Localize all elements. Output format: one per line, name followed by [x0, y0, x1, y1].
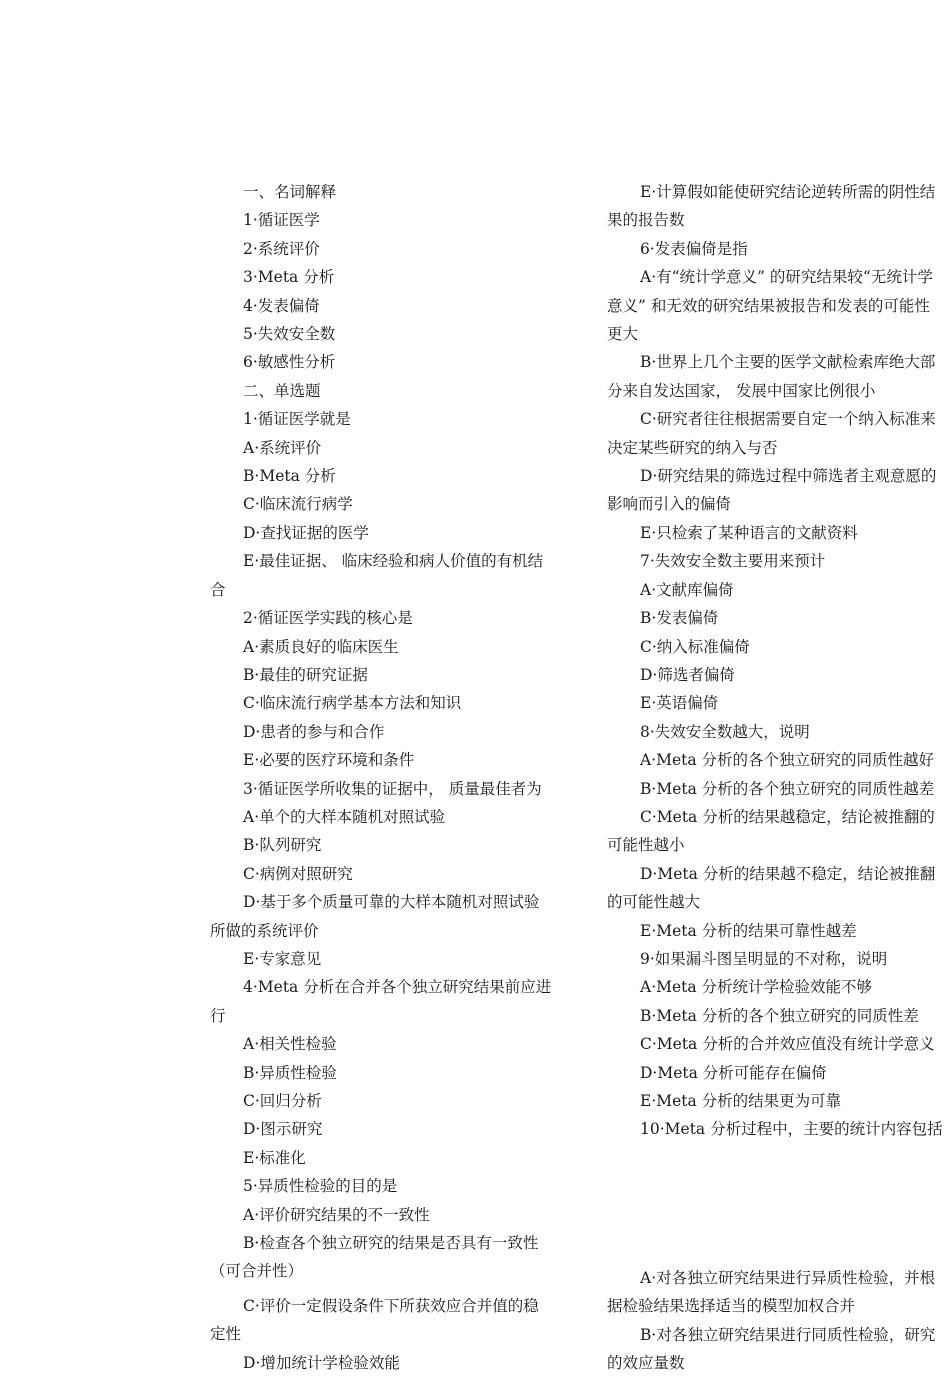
right-column-line: A·文献库偏倚 [640, 580, 734, 599]
left-column-line: 一、名词解释 [243, 183, 337, 201]
left-column-line: E·标准化 [243, 1148, 306, 1167]
right-column-line: E·英语偏倚 [640, 694, 719, 713]
left-column-line: 二、单选题 [243, 381, 321, 400]
right-column-line: B·发表偏倚 [640, 609, 719, 628]
left-column-line: 4·发表偏倚 [243, 296, 320, 315]
right-column-line: 9·如果漏斗图呈明显的不对称，说明 [640, 949, 888, 968]
left-column-line: B·异质性检验 [243, 1063, 337, 1082]
left-column-line: 1·循证医学就是 [243, 410, 351, 429]
left-column-line: B·Meta 分析 [243, 467, 336, 486]
right-column-line: E·只检索了某种语言的文献资料 [640, 523, 858, 542]
left-column-line: A·系统评价 [243, 438, 322, 457]
left-column-line: 4·Meta 分析在合并各个独立研究结果前应进行 [210, 978, 552, 1025]
left-column-line: D·查找证据的医学 [243, 523, 369, 542]
right-column-line: 10·Meta 分析过程中，主要的统计内容包括 [640, 1120, 943, 1139]
right-overlap-block [607, 1264, 943, 1378]
left-overlap-block [210, 1292, 552, 1377]
right-column-line: D·Meta 分析的结果越不稳定，结论被推翻的可能性越大 [607, 864, 936, 912]
left-column-line: D·图示研究 [243, 1120, 323, 1139]
right-column-line: D·Meta 分析可能存在偏倚 [640, 1063, 827, 1082]
left-column-line: A·单个的大样本随机对照试验 [243, 807, 446, 826]
right-column-line: C·Meta 分析的合并效应值没有统计学意义 [640, 1035, 935, 1054]
left-column-line: C·临床流行病学基本方法和知识 [243, 694, 462, 713]
right-column-line: A·Meta 分析统计学检验效能不够 [640, 978, 873, 997]
left-column-line: B·队列研究 [243, 836, 322, 855]
right-column-line: 7·失效安全数主要用来预计 [640, 552, 826, 571]
left-column-line: B·最佳的研究证据 [243, 665, 368, 684]
left-column-line: 3·Meta 分析 [243, 268, 335, 287]
left-column-line: 2·循证医学实践的核心是 [243, 609, 413, 628]
left-column-line: A·素质良好的临床医生 [243, 637, 399, 656]
left-column-line: 2·系统评价 [243, 239, 320, 258]
right-column-line: C·Meta 分析的结果越稳定，结论被推翻的可能性越小 [607, 807, 935, 855]
right-column-line: B·世界上几个主要的医学文献检索库绝大部分来自发达国家， 发展中国家比例很小 [607, 353, 936, 400]
right-column-line: C·纳入标准偏倚 [640, 637, 750, 656]
left-column-line: D·基于多个质量可靠的大样本随机对照试验所做的系统评价 [210, 893, 540, 940]
left-column-line: A·评价研究结果的不一致性 [243, 1205, 430, 1224]
left-column [210, 178, 552, 1286]
left-column-line: D·患者的参与和合作 [243, 722, 385, 741]
right-column-line: D·筛选者偏倚 [640, 665, 735, 684]
right-column-line: E·计算假如能使研究结论逆转所需的阴性结果的报告数 [607, 183, 936, 230]
right-overlap-line: B·对各独立研究结果进行同质性检验，研究的效应量数 [607, 1325, 936, 1373]
left-column-line: E·必要的医疗环境和条件 [243, 751, 415, 770]
left-column-line: E·专家意见 [243, 949, 322, 968]
left-column-line: C·临床流行病学 [243, 495, 353, 514]
left-column-line: 1·循证医学 [243, 211, 320, 230]
right-column-line: 8·失效安全数越大，说明 [640, 722, 810, 741]
left-column-line: A·相关性检验 [243, 1035, 337, 1054]
right-column-line: D·研究结果的筛选过程中筛选者主观意愿的影响而引入的偏倚 [607, 467, 937, 514]
left-column-line: C·回归分析 [243, 1092, 322, 1110]
right-column-line: B·Meta 分析的各个独立研究的同质性差 [640, 1006, 919, 1025]
left-column-line: E·最佳证据、 临床经验和病人价值的有机结合 [210, 552, 544, 599]
right-column-line: A·Meta 分析的各个独立研究的同质性越好 [640, 751, 935, 770]
right-column [607, 178, 943, 1144]
right-column-line: A·有“统计学意义” 的研究结果较“无统计学意义” 和无效的研究结果被报告和发表的可能性更大 [607, 268, 933, 344]
left-overlap-line: D·增加统计学检验效能 [243, 1353, 400, 1372]
left-column-line: C·病例对照研究 [243, 864, 353, 883]
left-column-line: 5·失效安全数 [243, 325, 336, 344]
right-overlap-line: A·对各独立研究结果进行异质性检验，并根据检验结果选择适当的模型加权合并 [607, 1269, 936, 1316]
left-column-line: 5·异质性检验的目的是 [243, 1177, 398, 1196]
left-column-line: 6·敏感性分析 [243, 353, 336, 372]
left-column-line: 3·循证医学所收集的证据中， 质量最佳者为 [243, 779, 542, 798]
right-column-line: C·研究者往往根据需要自定一个纳入标准来决定某些研究的纳入与否 [607, 410, 936, 457]
right-column-line: B·Meta 分析的各个独立研究的同质性越差 [640, 779, 935, 798]
right-column-line: 6·发表偏倚是指 [640, 239, 748, 258]
left-column-line: B·检查各个独立研究的结果是否具有一致性（可合并性） [210, 1234, 539, 1281]
right-column-line: E·Meta 分析的结果可靠性越差 [640, 921, 857, 940]
right-column-line: E·Meta 分析的结果更为可靠 [640, 1092, 842, 1110]
left-overlap-line: C·评价一定假设条件下所获效应合并值的稳定性 [210, 1297, 539, 1344]
